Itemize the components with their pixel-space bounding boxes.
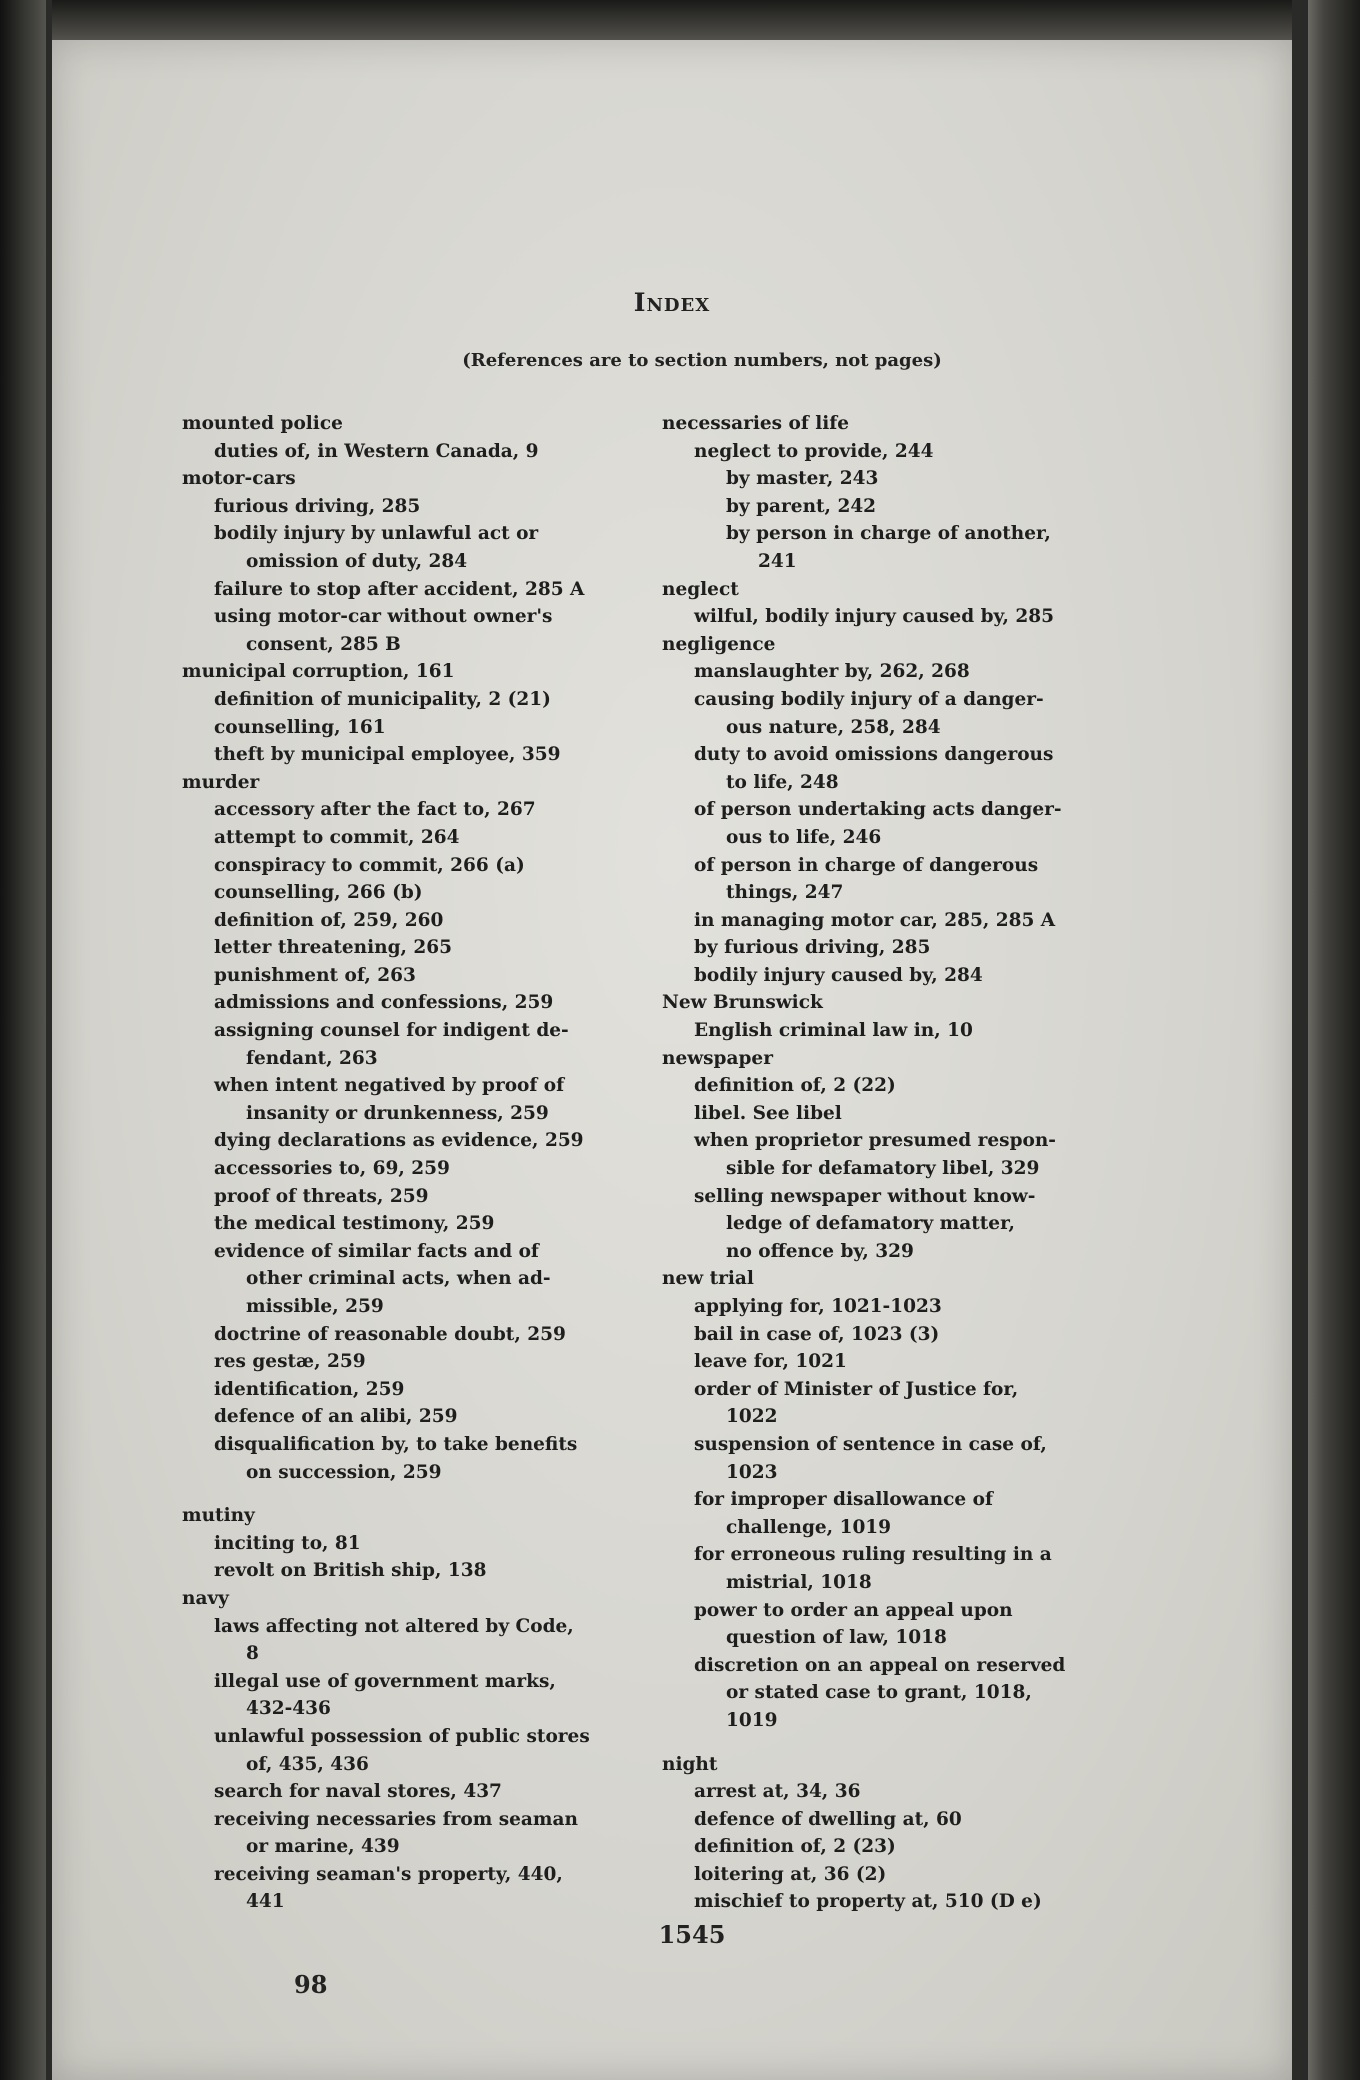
index-subentry: ledge of defamatory matter, xyxy=(726,1213,1015,1235)
index-subentry: letter threatening, 265 xyxy=(214,937,453,959)
index-subentry: conspiracy to commit, 266 (a) xyxy=(214,854,525,876)
index-subentry: other criminal acts, when ad- xyxy=(246,1268,551,1290)
index-subentry: or marine, 439 xyxy=(246,1836,400,1858)
index-heading: murder xyxy=(182,771,260,793)
index-heading: negligence xyxy=(662,633,776,655)
index-subentry: using motor-car without owner's xyxy=(214,606,553,628)
index-subentry: insanity or drunkenness, 259 xyxy=(246,1102,549,1124)
index-subentry: bodily injury by unlawful act or xyxy=(214,523,539,545)
index-subentry: power to order an appeal upon xyxy=(694,1599,1013,1621)
index-subentry: res gestæ, 259 xyxy=(214,1351,366,1373)
index-subentry: dying declarations as evidence, 259 xyxy=(214,1130,584,1152)
index-subentry: doctrine of reasonable doubt, 259 xyxy=(214,1323,566,1345)
index-subentry: sible for defamatory libel, 329 xyxy=(726,1158,1040,1180)
index-subentry: duties of, in Western Canada, 9 xyxy=(214,440,539,462)
index-subentry: loitering at, 36 (2) xyxy=(694,1863,887,1885)
index-subentry: for erroneous ruling resulting in a xyxy=(694,1544,1052,1566)
scan-left-edge xyxy=(0,0,46,2080)
index-subentry: wilful, bodily injury caused by, 285 xyxy=(694,606,1054,628)
index-subentry: order of Minister of Justice for, xyxy=(694,1378,1019,1400)
index-heading: mounted police xyxy=(182,413,343,434)
index-subentry: 432-436 xyxy=(246,1698,331,1720)
index-subentry: receiving necessaries from seaman xyxy=(214,1808,578,1830)
index-subentry: proof of threats, 259 xyxy=(214,1185,429,1207)
index-heading: necessaries of life xyxy=(662,413,849,434)
index-subentry: neglect to provide, 244 xyxy=(694,440,934,462)
index-subentry: bodily injury caused by, 284 xyxy=(694,964,983,986)
index-subentry: mischief to property at, 510 (D e) xyxy=(694,1891,1042,1913)
index-subentry: unlawful possession of public stores xyxy=(214,1725,590,1747)
index-subentry: by parent, 242 xyxy=(726,495,877,517)
index-subentry: things, 247 xyxy=(726,882,844,904)
page-title: Index xyxy=(633,288,711,317)
index-subentry: omission of duty, 284 xyxy=(246,550,468,572)
index-subentry: when intent negatived by proof of xyxy=(214,1075,565,1097)
index-subentry: failure to stop after accident, 285 A xyxy=(214,578,585,600)
index-subentry: ous nature, 258, 284 xyxy=(726,716,941,738)
index-subentry: evidence of similar facts and of xyxy=(214,1240,539,1262)
index-heading: navy xyxy=(182,1587,229,1609)
index-subentry: duty to avoid omissions dangerous xyxy=(694,744,1054,766)
index-subentry: theft by municipal employee, 359 xyxy=(214,744,561,766)
index-subentry: libel. See libel xyxy=(694,1102,842,1124)
index-subentry: leave for, 1021 xyxy=(694,1351,847,1373)
index-subentry: mistrial, 1018 xyxy=(726,1571,872,1593)
index-column-left xyxy=(182,410,702,1916)
index-subentry: when proprietor presumed respon- xyxy=(694,1130,1056,1152)
index-subentry: 8 xyxy=(246,1643,259,1665)
index-subentry: bail in case of, 1023 (3) xyxy=(694,1323,940,1345)
index-heading: newspaper xyxy=(662,1047,773,1069)
index-subentry: selling newspaper without know- xyxy=(694,1185,1036,1207)
index-subentry: English criminal law in, 10 xyxy=(694,1020,973,1042)
index-subentry: 1022 xyxy=(726,1406,778,1428)
page-subtitle: (References are to section numbers, not pages) xyxy=(462,350,942,371)
index-subentry: accessories to, 69, 259 xyxy=(214,1158,450,1180)
index-subentry: ous to life, 246 xyxy=(726,826,882,848)
index-subentry: definition of, 2 (22) xyxy=(694,1075,896,1097)
index-subentry: by master, 243 xyxy=(726,468,879,490)
index-subentry: accessory after the fact to, 267 xyxy=(214,799,536,821)
entry-spacer xyxy=(182,1486,702,1502)
index-subentry: in managing motor car, 285, 285 A xyxy=(694,909,1056,931)
index-subentry: challenge, 1019 xyxy=(726,1516,892,1538)
index-subentry: 1019 xyxy=(726,1709,778,1731)
index-subentry: by furious driving, 285 xyxy=(694,937,931,959)
index-subentry: identification, 259 xyxy=(214,1378,405,1400)
index-subentry: illegal use of government marks, xyxy=(214,1670,556,1692)
index-subentry: receiving seaman's property, 440, xyxy=(214,1863,563,1885)
index-subentry: revolt on British ship, 138 xyxy=(214,1560,487,1582)
index-subentry: applying for, 1021-1023 xyxy=(694,1296,942,1317)
index-subentry: definition of, 259, 260 xyxy=(214,909,444,931)
document-page xyxy=(52,40,1292,2080)
index-subentry: by person in charge of another, xyxy=(726,523,1051,545)
index-subentry: to life, 248 xyxy=(726,771,839,793)
index-subentry: 241 xyxy=(758,550,797,572)
index-subentry: discretion on an appeal on reserved xyxy=(694,1654,1066,1676)
index-heading: night xyxy=(662,1753,718,1775)
index-subentry: question of law, 1018 xyxy=(726,1627,947,1649)
index-subentry: 441 xyxy=(246,1891,285,1913)
index-subentry: of person in charge of dangerous xyxy=(694,854,1039,876)
index-column-right xyxy=(662,410,1197,1916)
page-number: 1545 xyxy=(658,1920,726,1949)
index-subentry: definition of, 2 (23) xyxy=(694,1836,896,1858)
index-subentry: attempt to commit, 264 xyxy=(214,826,460,848)
index-subentry: counselling, 266 (b) xyxy=(214,882,423,904)
index-subentry: search for naval stores, 437 xyxy=(214,1781,502,1803)
index-subentry: punishment of, 263 xyxy=(214,964,416,986)
index-subentry: defence of an alibi, 259 xyxy=(214,1406,458,1428)
index-subentry: for improper disallowance of xyxy=(694,1489,993,1511)
entry-spacer xyxy=(662,1735,1197,1751)
folio-number: 98 xyxy=(294,1970,328,1999)
index-heading: mutiny xyxy=(182,1505,255,1527)
index-heading: municipal corruption, 161 xyxy=(182,661,455,683)
index-subentry: suspension of sentence in case of, xyxy=(694,1433,1047,1455)
index-subentry: 1023 xyxy=(726,1461,778,1483)
index-subentry: arrest at, 34, 36 xyxy=(694,1781,861,1803)
index-subentry: furious driving, 285 xyxy=(214,495,421,517)
index-subentry: on succession, 259 xyxy=(246,1461,442,1483)
index-heading: motor-cars xyxy=(182,468,296,490)
index-heading: New Brunswick xyxy=(662,992,823,1014)
index-subentry: fendant, 263 xyxy=(246,1047,378,1069)
index-subentry: no offence by, 329 xyxy=(726,1240,914,1262)
index-subentry: consent, 285 B xyxy=(246,633,401,655)
index-subentry: causing bodily injury of a danger- xyxy=(694,688,1044,710)
scan-right-edge xyxy=(1308,0,1360,2080)
index-subentry: of, 435, 436 xyxy=(246,1753,369,1775)
index-subentry: the medical testimony, 259 xyxy=(214,1213,495,1235)
index-subentry: inciting to, 81 xyxy=(214,1532,361,1554)
index-subentry: counselling, 161 xyxy=(214,716,386,738)
index-subentry: or stated case to grant, 1018, xyxy=(726,1682,1032,1704)
index-subentry: of person undertaking acts danger- xyxy=(694,799,1062,821)
index-subentry: admissions and confessions, 259 xyxy=(214,992,554,1014)
index-subentry: manslaughter by, 262, 268 xyxy=(694,661,970,683)
index-subentry: defence of dwelling at, 60 xyxy=(694,1808,962,1830)
index-subentry: disqualification by, to take benefits xyxy=(214,1433,578,1455)
index-subentry: assigning counsel for indigent de- xyxy=(214,1020,569,1042)
index-subentry: missible, 259 xyxy=(246,1296,384,1317)
index-heading: neglect xyxy=(662,578,739,600)
index-subentry: definition of municipality, 2 (21) xyxy=(214,688,551,710)
index-subentry: laws affecting not altered by Code, xyxy=(214,1615,574,1637)
scan-top-edge xyxy=(52,0,1292,42)
index-heading: new trial xyxy=(662,1268,754,1290)
